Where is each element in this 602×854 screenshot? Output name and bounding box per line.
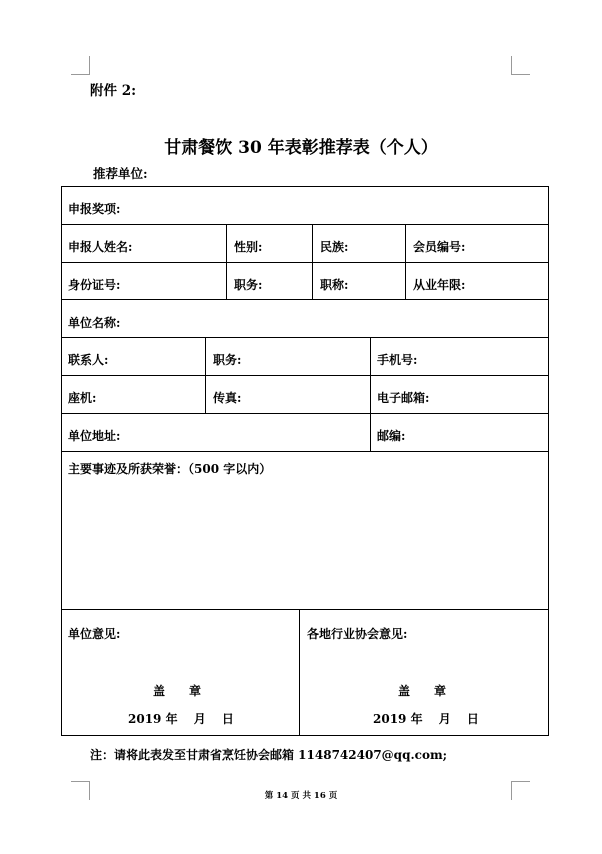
contact-person-label: 联系人: bbox=[68, 353, 109, 367]
page-number: 第 14 页 共 16 页 bbox=[264, 791, 338, 801]
row-divider bbox=[62, 224, 548, 225]
position-label: 职务: bbox=[234, 278, 263, 292]
column-divider bbox=[226, 224, 227, 299]
recommendation-form-table bbox=[61, 186, 549, 736]
unit-opinion-label: 单位意见: bbox=[68, 627, 121, 641]
applicant-name-label: 申报人姓名: bbox=[68, 240, 133, 254]
footnote: 注：请将此表发至甘肃省烹饪协会邮箱 1148742407@qq.com; bbox=[90, 748, 448, 762]
column-divider bbox=[205, 337, 206, 413]
column-divider bbox=[299, 609, 300, 735]
address-label: 单位地址: bbox=[68, 429, 121, 443]
achievements-label: 主要事迹及所获荣誉：（500 字以内） bbox=[68, 462, 272, 476]
contact-position-label: 职务: bbox=[213, 353, 242, 367]
id-number-label: 身份证号: bbox=[68, 278, 121, 292]
organization-name-label: 单位名称: bbox=[68, 316, 121, 330]
date-left: 2019 年 月 日 bbox=[128, 712, 234, 726]
row-divider bbox=[62, 609, 548, 610]
seal-right: 盖 章 bbox=[398, 684, 447, 698]
crop-mark-top-left bbox=[71, 56, 90, 75]
ethnicity-label: 民族: bbox=[320, 240, 349, 254]
attachment-label: 附件 2: bbox=[90, 83, 137, 99]
column-divider bbox=[312, 224, 313, 299]
years-in-industry-label: 从业年限: bbox=[413, 278, 466, 292]
column-divider bbox=[370, 337, 371, 451]
page-title: 甘肃餐饮 30 年表彰推荐表（个人） bbox=[164, 138, 438, 158]
mobile-label: 手机号: bbox=[377, 353, 418, 367]
row-divider bbox=[62, 337, 548, 338]
postcode-label: 邮编: bbox=[377, 429, 406, 443]
date-right: 2019 年 月 日 bbox=[373, 712, 479, 726]
member-number-label: 会员编号: bbox=[413, 240, 466, 254]
email-label: 电子邮箱: bbox=[377, 391, 430, 405]
recommender-label: 推荐单位: bbox=[93, 166, 148, 181]
fax-label: 传真: bbox=[213, 391, 242, 405]
row-divider bbox=[62, 262, 548, 263]
award-label: 申报奖项: bbox=[68, 202, 121, 216]
row-divider bbox=[62, 451, 548, 452]
column-divider bbox=[405, 224, 406, 299]
row-divider bbox=[62, 413, 548, 414]
gender-label: 性别: bbox=[234, 240, 263, 254]
association-opinion-label: 各地行业协会意见: bbox=[307, 627, 408, 641]
row-divider bbox=[62, 375, 548, 376]
row-divider bbox=[62, 299, 548, 300]
landline-label: 座机: bbox=[68, 391, 97, 405]
seal-left: 盖 章 bbox=[153, 684, 202, 698]
crop-mark-top-right bbox=[511, 56, 530, 75]
job-title-label: 职称: bbox=[320, 278, 349, 292]
